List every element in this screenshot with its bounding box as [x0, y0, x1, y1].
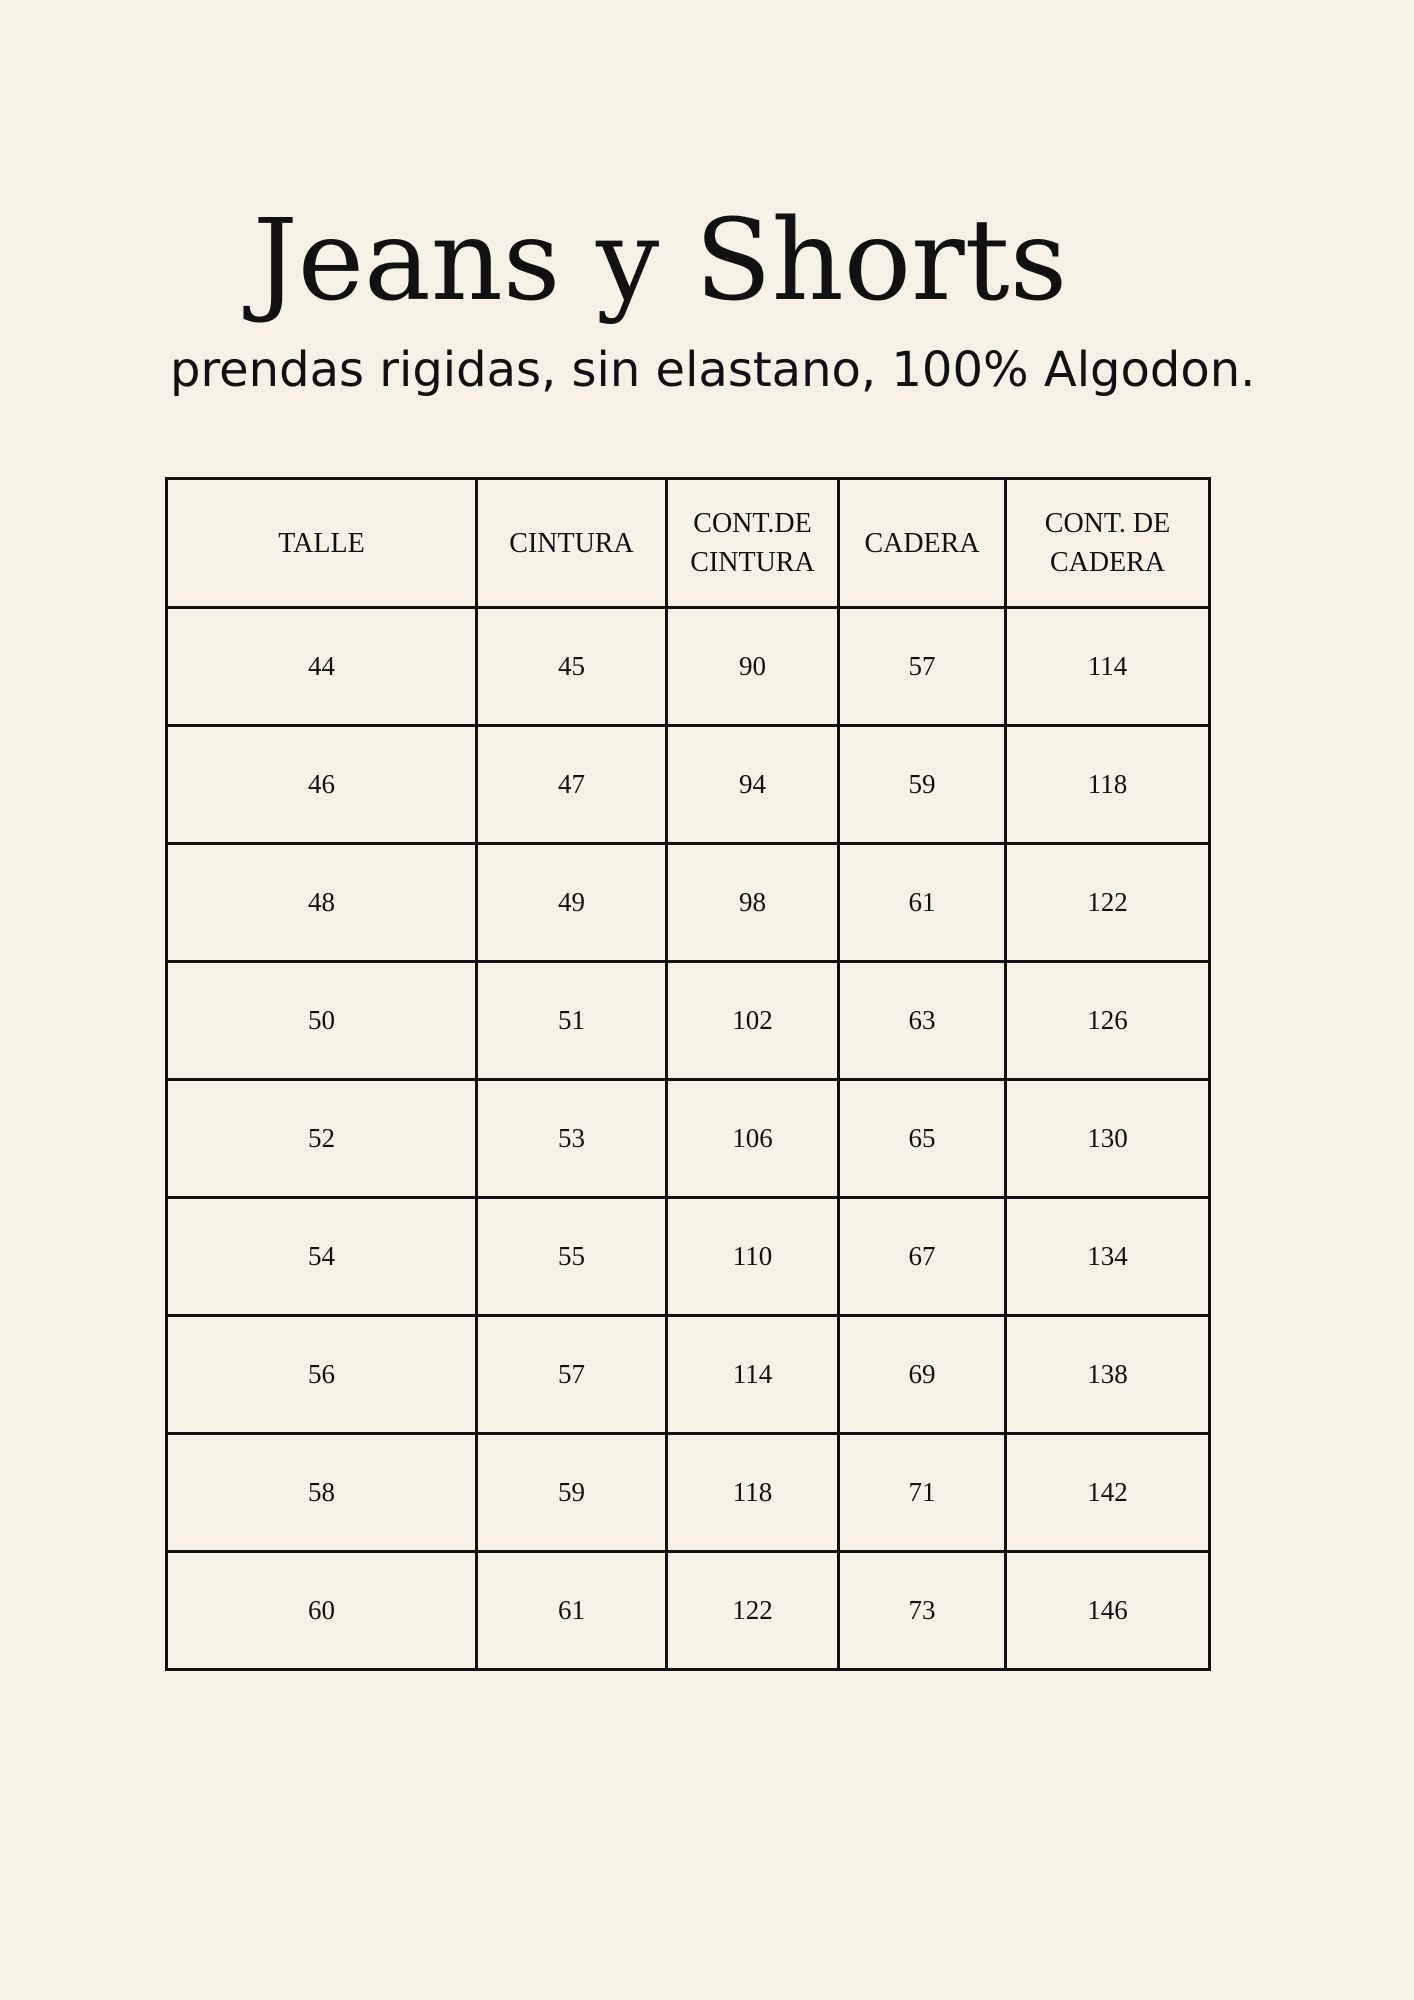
page-subtitle: prendas rigidas, sin elastano, 100% Algodon. [170, 342, 1256, 398]
cell-cadera: 71 [839, 1434, 1006, 1552]
table-row [167, 1434, 1210, 1552]
cell-cont-de-cintura: 94 [667, 726, 839, 844]
cell-cont-de-cintura: 106 [667, 1080, 839, 1198]
cell-cadera: 59 [839, 726, 1006, 844]
cell-cadera: 67 [839, 1198, 1006, 1316]
size-chart-table [165, 477, 1211, 1671]
cell-cont-de-cintura: 102 [667, 962, 839, 1080]
cell-cont-de-cadera: 114 [1006, 608, 1210, 726]
cell-cintura: 57 [477, 1316, 667, 1434]
header-cont-de-cintura [667, 479, 839, 608]
cell-cadera: 57 [839, 608, 1006, 726]
header-talle [167, 479, 477, 608]
cell-talle: 56 [167, 1316, 477, 1434]
cell-cintura: 49 [477, 844, 667, 962]
page-title: Jeans y Shorts [252, 196, 1068, 326]
header-cintura [477, 479, 667, 608]
cell-cadera: 73 [839, 1552, 1006, 1670]
table-row [167, 844, 1210, 962]
cell-cont-de-cintura: 114 [667, 1316, 839, 1434]
table-row [167, 1316, 1210, 1434]
cell-cont-de-cadera: 118 [1006, 726, 1210, 844]
header-cadera-label: CADERA [864, 527, 980, 559]
cell-cintura: 55 [477, 1198, 667, 1316]
cell-cont-de-cintura: 90 [667, 608, 839, 726]
cell-cont-de-cadera: 122 [1006, 844, 1210, 962]
cell-talle: 58 [167, 1434, 477, 1552]
header-talle-label: TALLE [278, 527, 365, 559]
cell-talle: 50 [167, 962, 477, 1080]
table-row [167, 1198, 1210, 1316]
header-cont-de-cintura-line2: CINTURA [690, 547, 815, 578]
cell-cintura: 61 [477, 1552, 667, 1670]
table-row [167, 1080, 1210, 1198]
table-row [167, 726, 1210, 844]
cell-talle: 60 [167, 1552, 477, 1670]
header-cont-de-cadera-line1: CONT. DE [1044, 508, 1171, 539]
cell-cont-de-cadera: 138 [1006, 1316, 1210, 1434]
cell-cont-de-cadera: 142 [1006, 1434, 1210, 1552]
cell-cont-de-cadera: 130 [1006, 1080, 1210, 1198]
header-cadera [839, 479, 1006, 608]
cell-cintura: 47 [477, 726, 667, 844]
cell-cadera: 63 [839, 962, 1006, 1080]
table-row [167, 962, 1210, 1080]
header-cont-de-cintura-line1: CONT.DE [693, 508, 812, 539]
cell-cadera: 69 [839, 1316, 1006, 1434]
cell-cont-de-cadera: 134 [1006, 1198, 1210, 1316]
header-cont-de-cadera [1006, 479, 1210, 608]
cell-talle: 44 [167, 608, 477, 726]
table-row [167, 608, 1210, 726]
cell-cadera: 65 [839, 1080, 1006, 1198]
table-row [167, 1552, 1210, 1670]
cell-talle: 46 [167, 726, 477, 844]
cell-cintura: 59 [477, 1434, 667, 1552]
header-cintura-label: CINTURA [509, 527, 634, 559]
cell-cintura: 51 [477, 962, 667, 1080]
cell-talle: 52 [167, 1080, 477, 1198]
cell-cont-de-cintura: 122 [667, 1552, 839, 1670]
cell-talle: 48 [167, 844, 477, 962]
header-cont-de-cadera-line2: CADERA [1049, 547, 1166, 578]
cell-cintura: 45 [477, 608, 667, 726]
cell-cont-de-cadera: 126 [1006, 962, 1210, 1080]
table-header-row [167, 479, 1210, 608]
cell-cont-de-cadera: 146 [1006, 1552, 1210, 1670]
cell-cont-de-cintura: 110 [667, 1198, 839, 1316]
cell-cadera: 61 [839, 844, 1006, 962]
cell-cont-de-cintura: 98 [667, 844, 839, 962]
cell-cont-de-cintura: 118 [667, 1434, 839, 1552]
cell-talle: 54 [167, 1198, 477, 1316]
cell-cintura: 53 [477, 1080, 667, 1198]
